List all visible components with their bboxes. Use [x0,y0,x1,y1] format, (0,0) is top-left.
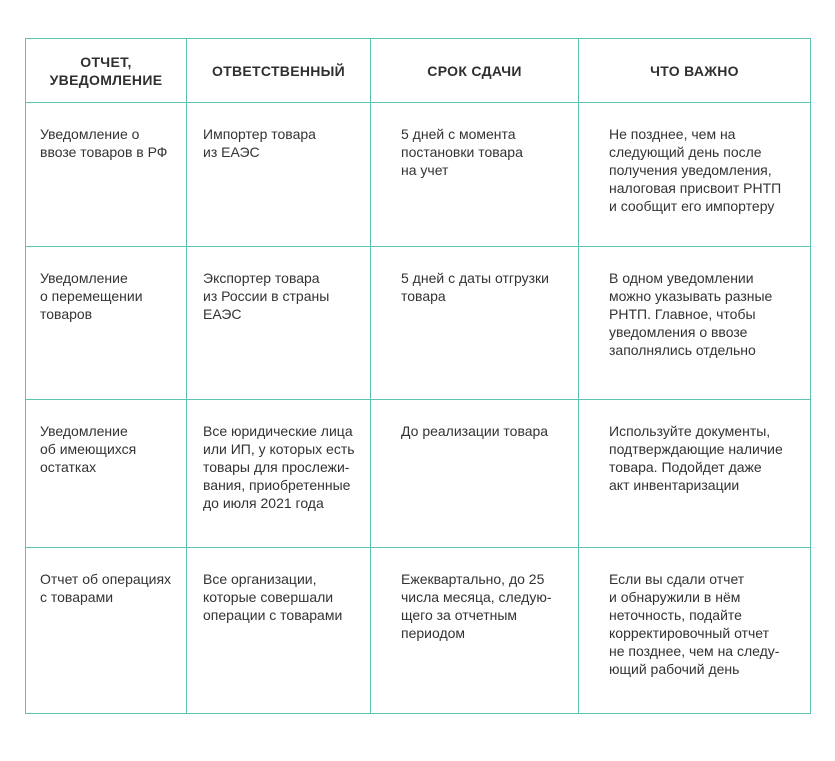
cell-responsible: Экспортер товара из России в страны ЕАЭС [187,247,371,400]
cell-deadline: Ежеквартально, до 25 числа месяца, следую- щего за отчетным периодом [371,548,579,714]
header-deadline: СРОК СДАЧИ [371,39,579,103]
cell-important: Используйте документы, подтверждающие наличие товара. Подойдет даже акт инвентаризации [579,400,811,548]
header-important: ЧТО ВАЖНО [579,39,811,103]
table-row [26,247,811,400]
cell-responsible: Импортер товара из ЕАЭС [187,103,371,247]
cell-responsible: Все организации, которые совершали операции с товарами [187,548,371,714]
cell-report: Уведомление об имеющихся остатках [26,400,187,548]
table-row [26,548,811,714]
cell-deadline: 5 дней с момента постановки товара на учет [371,103,579,247]
reporting-table [25,38,811,714]
cell-report: Уведомление о ввозе товаров в РФ [26,103,187,247]
reporting-table-container [25,38,810,713]
cell-report: Уведомление о перемещении товаров [26,247,187,400]
cell-report: Отчет об операциях с товарами [26,548,187,714]
table-row [26,103,811,247]
table-row [26,400,811,548]
cell-important: Если вы сдали отчет и обнаружили в нём неточность, подайте корректировочный отчет не позднее, чем на следу- ющий рабочий день [579,548,811,714]
header-report: ОТЧЕТ, УВЕДОМЛЕНИЕ [26,39,187,103]
cell-deadline: 5 дней с даты отгрузки товара [371,247,579,400]
cell-important: В одном уведомлении можно указывать разные РНТП. Главное, чтобы уведомления о ввозе заполнялись отдельно [579,247,811,400]
cell-deadline: До реализации товара [371,400,579,548]
cell-important: Не позднее, чем на следующий день после получения уведомления, налоговая присвоит РНТП и сообщит его импортеру [579,103,811,247]
header-responsible: ОТВЕТСТВЕННЫЙ [187,39,371,103]
cell-responsible: Все юридические лица или ИП, у которых есть товары для прослежи- вания, приобретенные до июля 2021 года [187,400,371,548]
table-header-row [26,39,811,103]
